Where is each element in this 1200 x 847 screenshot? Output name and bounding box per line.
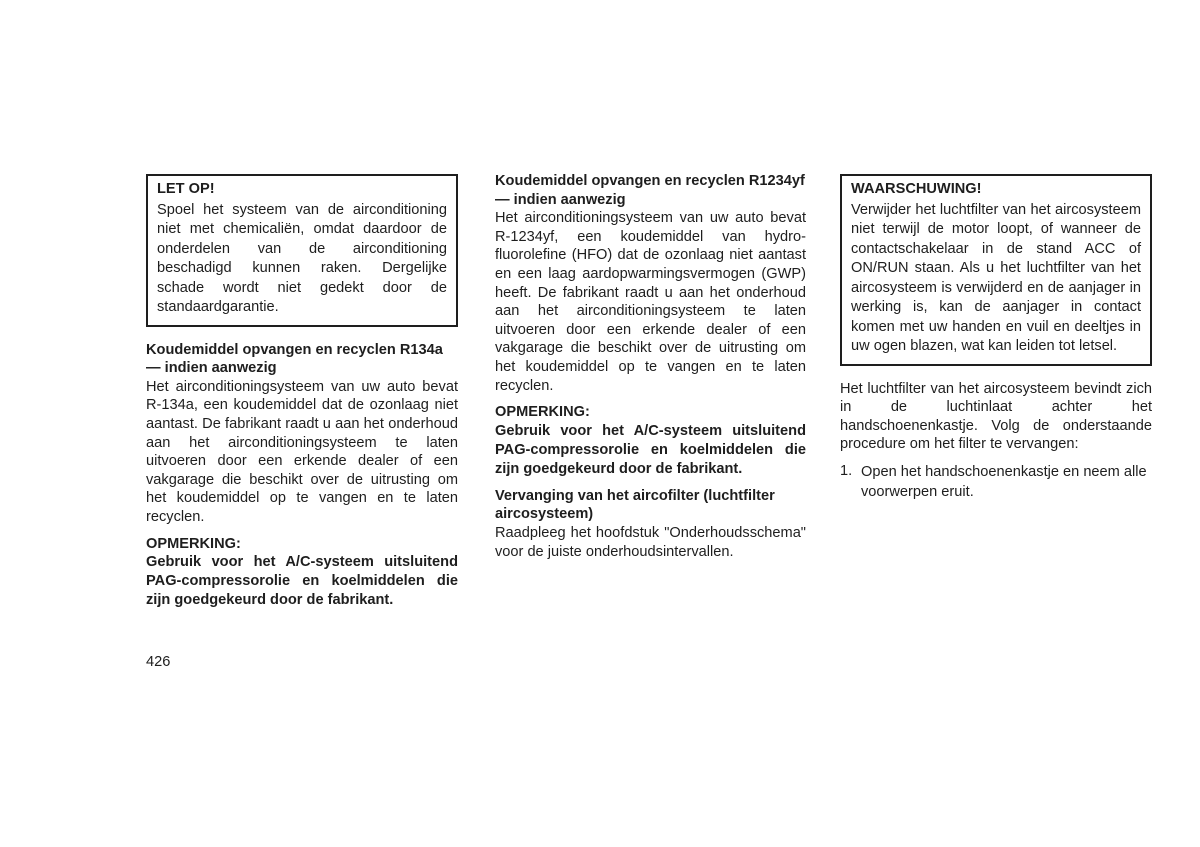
caution-box <box>146 174 458 327</box>
page-number: 426 <box>146 654 171 670</box>
step-text: Open het handschoenenkastje en neem alle voorwerpen eruit. <box>861 463 1147 500</box>
section-text-cabin-filter: Raadpleeg het hoofdstuk "Onderhoudsschema" voor de juiste onderhoudsintervallen. <box>495 524 806 560</box>
note-text: Gebruik voor het A/C-systeem uitsluitend PAG-compressorolie en koelmiddelen die zijn goedgekeurd door de fabrikant. <box>495 422 806 477</box>
column-middle <box>495 172 806 561</box>
warning-box <box>840 174 1152 366</box>
note-label: OPMERKING: <box>146 535 241 552</box>
section-heading-cabin-filter: Vervanging van het aircofilter (luchtfilter aircosysteem) <box>495 487 775 523</box>
caution-title: LET OP! <box>157 181 215 197</box>
section-heading-r1234yf: Koudemiddel opvangen en recyclen R1234yf — indien aanwezig <box>495 173 805 208</box>
filter-intro-text: Het luchtfilter van het aircosysteem bevindt zich in de luchtinlaat achter het handschoenenkastje. Volg de onderstaande procedure om het filter te vervangen: <box>840 380 1152 453</box>
note-text: Gebruik voor het A/C-systeem uitsluitend PAG-compressorolie en koelmiddelen die zijn goedgekeurd door de fabrikant. <box>146 554 458 609</box>
list-item <box>840 462 1152 502</box>
column-left <box>146 172 458 610</box>
warning-text: Verwijder het luchtfilter van het aircosysteem niet terwijl de motor loopt, of wanneer de contactschakelaar in de stand ACC of ON/RUN staan. Als u het luchtfilter van het aircosysteem is verwijderd en de aanjager in werking is, kan de aanjager in contact komen met uw handen en vuil en deeltjes in uw ogen blazen, wat kan leiden tot letsel. <box>851 201 1141 355</box>
note-label: OPMERKING: <box>495 404 590 421</box>
section-text-r1234yf: Het airconditioningsysteem van uw auto bevat R-1234yf, een koudemiddel van hydro-fluorolefine (HFO) dat de ozonlaag niet aantast en een laag aardopwarmingsvermogen (GWP) heeft. De fabrikant raadt u aan het onderhoud aan het airconditioningsysteem te laten uitvoeren door een erkende dealer of een vakgarage die beschikt over de uitrusting om het koudemiddel op te vangen en te laten recyclen. <box>495 210 806 394</box>
step-number: 1. <box>840 462 853 479</box>
warning-title: WAARSCHUWING! <box>851 181 982 197</box>
caution-text: Spoel het systeem van de airconditioning niet met chemicaliën, omdat daardoor de onderdelen van de airconditioning beschadigd kunnen raken. Dergelijke schade wordt niet gedekt door de standaardgarantie. <box>157 201 447 316</box>
procedure-steps <box>840 462 1152 502</box>
column-right <box>840 172 1152 502</box>
section-text-r134a: Het airconditioningsysteem van uw auto bevat R-134a, een koudemiddel dat de ozonlaag niet aantast. De fabrikant raadt u aan het onderhoud aan het airconditioningsysteem te laten uitvoeren door een erkende dealer of een vakgarage die beschikt over de uitrusting om het koudemiddel op te vangen en te laten recyclen. <box>146 378 458 525</box>
section-heading-r134a: Koudemiddel opvangen en recyclen R134a — indien aanwezig <box>146 341 443 377</box>
